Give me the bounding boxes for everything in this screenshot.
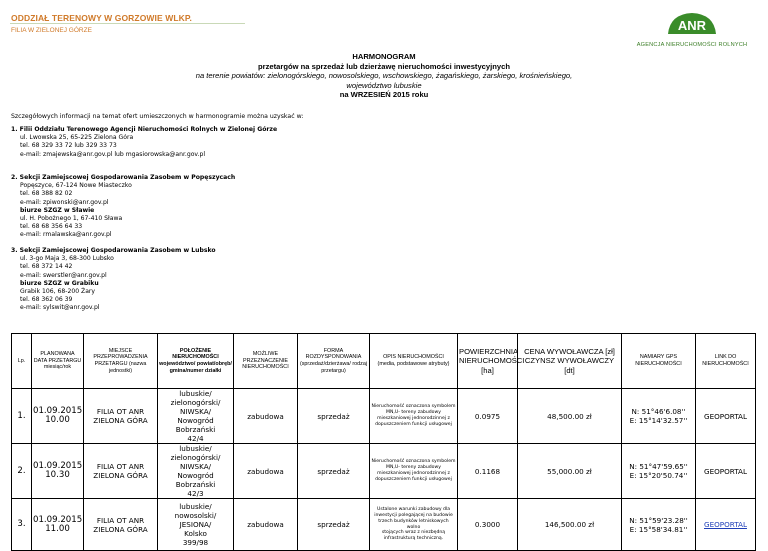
row-place bbox=[84, 499, 158, 551]
table-row bbox=[12, 389, 756, 444]
row-area: 0.1168 bbox=[458, 444, 518, 499]
row-gps-e: E: 15°58'34.81'' bbox=[629, 524, 688, 534]
col-date-sub: miesiąc/rok bbox=[43, 364, 72, 371]
schedule-table bbox=[11, 333, 756, 551]
col-location bbox=[158, 334, 234, 389]
row-area: 0.0975 bbox=[458, 389, 518, 444]
col-form bbox=[298, 334, 370, 389]
col-description bbox=[370, 334, 458, 389]
contact-3-address: ul. 3-go Maja 3, 68-300 Lubsko bbox=[20, 255, 114, 263]
col-description-label: OPIS NIERUCHOMOŚCI bbox=[383, 354, 444, 361]
col-location-sub: województwo/ powiat/obręb/ gmina/numer działki bbox=[159, 361, 232, 374]
row-loc-plot: 42/3 bbox=[187, 489, 204, 498]
row-description bbox=[370, 444, 458, 499]
anr-logo bbox=[628, 10, 756, 58]
row-desc-4: dopuszczeniem funkcji usługowej bbox=[375, 421, 452, 427]
row-desc-1: Nieruchomość oznaczona symbolem bbox=[371, 404, 456, 410]
col-place-sub: jednostki) bbox=[108, 367, 133, 374]
row-desc-3: trzech budynków letniskowych wolno bbox=[378, 518, 449, 530]
row-purpose: zabudowa bbox=[234, 389, 298, 444]
row-price: 48,500.00 zł bbox=[518, 389, 622, 444]
row-description bbox=[370, 389, 458, 444]
row-location bbox=[158, 499, 234, 551]
row-desc-1: Nieruchomość oznaczona symbolem bbox=[371, 459, 456, 465]
row-loc-voiv: lubuskie/ bbox=[179, 389, 212, 398]
row-desc-2: MN,U- tereny zabudowy bbox=[386, 465, 441, 471]
col-lp: Lp. bbox=[12, 334, 32, 389]
row-gps bbox=[622, 389, 696, 444]
row-gps-n: N: 51°46'6.08'' bbox=[631, 407, 686, 416]
row-desc-1: Ustalone warunki zabudowy dla bbox=[376, 507, 451, 513]
col-form-label: FORMA ROZDYSPONOWANIA bbox=[305, 347, 362, 361]
row-date-time: 10.30 bbox=[45, 470, 70, 480]
row-date-time: 10.00 bbox=[45, 415, 70, 425]
row-purpose: zabudowa bbox=[234, 499, 298, 551]
row-gps-n: N: 51°59'23.28'' bbox=[629, 515, 688, 525]
row-loc-precinct: NIWSKA/ bbox=[179, 462, 212, 471]
row-lp: 2. bbox=[12, 444, 32, 499]
logo-abbr: ANR bbox=[677, 18, 707, 33]
header-divider bbox=[10, 23, 245, 24]
row-link[interactable] bbox=[696, 499, 756, 551]
contact-2-office: biurze SZGZ w Sławie bbox=[20, 206, 95, 214]
contact-1-email[interactable]: e-mail: zmajewska@anr.gov.pl lub mgasiorowska@anr.gov.pl bbox=[20, 150, 206, 158]
row-loc-commune: Nowogród Bobrzański bbox=[175, 471, 216, 489]
row-place-2: ZIELONA GÓRA bbox=[93, 524, 148, 534]
row-location bbox=[158, 389, 234, 444]
table-header-row bbox=[12, 334, 756, 389]
col-link: LINK DO NIERUCHOMOŚCI bbox=[696, 334, 756, 389]
row-date-day: 01.09.2015 bbox=[33, 406, 83, 416]
col-form-sub: (sprzedaż/dzierżawa/ rodzaj przetargu) bbox=[299, 361, 368, 374]
row-description bbox=[370, 499, 458, 551]
org-name: ODDZIAŁ TERENOWY W GORZOWIE WLKP. bbox=[11, 13, 193, 23]
row-date-day: 01.09.2015 bbox=[33, 514, 83, 525]
contact-1-title: 1. Filii Oddziału Terenowego Agencji Nieruchomości Rolnych w Zielonej Górze bbox=[11, 126, 278, 133]
row-loc-county: zielonogórski/ bbox=[170, 398, 221, 407]
row-loc-county: nowosolski/ bbox=[174, 511, 217, 520]
anr-logo-mark bbox=[665, 10, 719, 37]
row-loc-voiv: lubuskie/ bbox=[179, 502, 212, 511]
row-place-1: FILIA OT ANR bbox=[96, 462, 145, 471]
col-place-label: MIEJSCE PRZEPROWADZENIA PRZETARGU (nazwa bbox=[93, 347, 148, 367]
contact-2-phone: tel. 68 388 82 02 bbox=[20, 190, 73, 198]
branch-name: FILIA W ZIELONEJ GÓRZE bbox=[11, 27, 92, 34]
row-desc-4: dopuszczeniem funkcji usługowej bbox=[375, 476, 452, 482]
row-desc-2: MN,U- tereny zabudowy bbox=[386, 410, 441, 416]
row-place-2: ZIELONA GÓRA bbox=[93, 471, 148, 480]
row-link[interactable]: GEOPORTAL bbox=[696, 444, 756, 499]
row-form: sprzedaż bbox=[298, 389, 370, 444]
row-gps-e: E: 15°20'50.74'' bbox=[629, 471, 688, 480]
row-desc-2: inwestycji polegającej na budowie bbox=[374, 512, 453, 518]
row-gps-n: N: 51°47'59.65'' bbox=[629, 462, 688, 471]
contact-2-office-email[interactable]: e-mail: rmalawska@anr.gov.pl bbox=[20, 231, 112, 239]
title-districts: na terenie powiatów: zielonogórskiego, nowosolskiego, wschowskiego, żagańskiego, żarskiego, krośnieńskiego, bbox=[195, 71, 573, 81]
table-row bbox=[12, 444, 756, 499]
col-location-label: POŁOŻENIE NIERUCHOMOŚCI bbox=[172, 347, 219, 361]
col-description-sub: (media, podstawowe atrybuty) bbox=[377, 361, 450, 367]
col-date bbox=[32, 334, 84, 389]
row-loc-voiv: lubuskie/ bbox=[179, 444, 212, 453]
logo-text: AGENCJA NIERUCHOMOŚCI ROLNYCH bbox=[636, 42, 748, 48]
row-date-day: 01.09.2015 bbox=[33, 461, 83, 471]
contact-3-office-address: Grabik 106, 68-200 Żary bbox=[20, 288, 96, 296]
contact-3-office-phone: tel. 68 362 06 39 bbox=[20, 296, 73, 304]
title-subject: przetargów na sprzedaż lub dzierżawę nieruchomości inwestycyjnych bbox=[258, 61, 510, 71]
row-gps-e: E: 15°14'32.57'' bbox=[629, 416, 688, 425]
row-desc-3: mieszkaniowej jednorodzinnej z bbox=[377, 416, 450, 421]
contact-1-phone: tel. 68 329 33 72 lub 329 33 73 bbox=[20, 142, 117, 150]
row-place-1: FILIA OT ANR bbox=[96, 407, 145, 416]
row-lp: 3. bbox=[12, 499, 32, 551]
row-place-2: ZIELONA GÓRA bbox=[93, 416, 148, 425]
table-row bbox=[12, 499, 756, 551]
contact-2-office-address: ul. H. Pobożnego 1, 67-410 Sława bbox=[20, 215, 123, 223]
row-link[interactable]: GEOPORTAL bbox=[696, 389, 756, 444]
col-date-label: PLANOWANA DATA PRZETARGU bbox=[33, 351, 82, 364]
row-loc-plot: 399/98 bbox=[182, 538, 209, 547]
col-place bbox=[84, 334, 158, 389]
row-place bbox=[84, 444, 158, 499]
row-desc-3: mieszkaniowej jednorodzinnej z bbox=[377, 471, 450, 476]
contact-1-address: ul. Lwowska 25, 65-225 Zielona Góra bbox=[20, 134, 134, 142]
row-lp: 1. bbox=[12, 389, 32, 444]
contact-section-2 bbox=[11, 174, 235, 240]
col-price-label: CENA WYWOŁAWCZA [zł] bbox=[524, 346, 615, 356]
contact-3-office-email[interactable]: e-mail: sylswit@anr.gov.pl bbox=[20, 304, 100, 312]
row-place bbox=[84, 389, 158, 444]
col-area bbox=[458, 334, 525, 389]
row-loc-commune: Nowogród Bobrzański bbox=[175, 416, 216, 434]
row-date bbox=[32, 389, 84, 444]
contact-2-email[interactable]: e-mail: zpiwonski@anr.gov.pl bbox=[20, 198, 109, 206]
contact-2-title: 2. Sekcji Zamiejscowej Gospodarowania Zasobem w Popęszycach bbox=[11, 174, 236, 181]
row-loc-plot: 42/4 bbox=[187, 434, 204, 443]
row-date bbox=[32, 444, 84, 499]
row-gps bbox=[622, 444, 696, 499]
row-desc-4: stojących wraz z niezbędną bbox=[381, 530, 446, 536]
title-harmonogram: HARMONOGRAM bbox=[352, 52, 416, 61]
title-block bbox=[0, 52, 768, 100]
col-purpose: MOŻLIWE PRZEZNACZENIE NIERUCHOMOŚCI bbox=[234, 334, 298, 389]
row-area: 0.3000 bbox=[458, 499, 518, 551]
intro-text: Szczegółowych informacji na temat ofert umieszczonych w harmonogramie można uzyskać w: bbox=[11, 113, 304, 120]
title-voivodeship: województwo lubuskie bbox=[346, 80, 422, 90]
col-area-unit: [ha] bbox=[481, 365, 494, 375]
contact-3-office: biurze SZGZ w Grabiku bbox=[20, 279, 99, 287]
contact-2-address: Popęszyce, 67-124 Nowe Miasteczko bbox=[20, 182, 132, 190]
row-loc-precinct: NIWSKA/ bbox=[179, 407, 212, 416]
col-price bbox=[518, 334, 622, 389]
row-price: 55,000.00 zł bbox=[518, 444, 622, 499]
row-purpose: zabudowa bbox=[234, 444, 298, 499]
contact-section-1 bbox=[11, 126, 277, 159]
geoportal-link[interactable]: GEOPORTAL bbox=[704, 520, 747, 529]
row-loc-commune: Kolsko bbox=[184, 529, 207, 538]
col-area-label: POWIERZCHNIA NIERUCHOMOŚCI bbox=[459, 346, 525, 366]
contact-3-email[interactable]: e-mail: swerstler@anr.gov.pl bbox=[20, 271, 107, 279]
contact-3-phone: tel. 68 372 14 42 bbox=[20, 263, 73, 271]
contact-3-title: 3. Sekcji Zamiejscowej Gospodarowania Zasobem w Lubsko bbox=[11, 247, 216, 254]
row-date-time: 11.00 bbox=[45, 523, 70, 534]
title-period: na WRZESIEŃ 2015 roku bbox=[339, 90, 429, 100]
col-price-rent: CZYNSZ WYWOŁAWCZY [dt] bbox=[524, 356, 615, 375]
row-price: 146,500.00 zł bbox=[518, 499, 622, 551]
row-desc-5: infrastrukturą techniczną. bbox=[383, 536, 444, 542]
row-form: sprzedaż bbox=[298, 499, 370, 551]
row-place-1: FILIA OT ANR bbox=[96, 515, 145, 525]
row-loc-precinct: JESIONA/ bbox=[179, 520, 212, 529]
contact-section-3 bbox=[11, 247, 216, 313]
row-date bbox=[32, 499, 84, 551]
row-gps bbox=[622, 499, 696, 551]
col-gps: NAMIARY GPS NIERUCHOMOŚCI bbox=[622, 334, 696, 389]
row-loc-county: zielonogórski/ bbox=[170, 453, 221, 462]
row-form: sprzedaż bbox=[298, 444, 370, 499]
contact-2-office-phone: tel. 68 68 356 64 33 bbox=[20, 223, 83, 231]
row-location bbox=[158, 444, 234, 499]
